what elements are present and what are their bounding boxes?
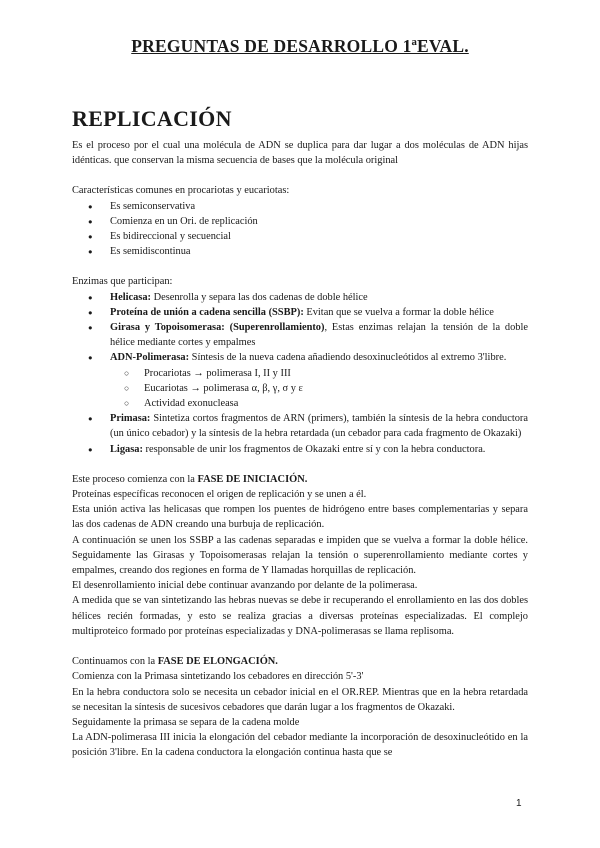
initiation-paragraph: A continuación se unen los SSBP a las cadenas separadas e impiden que se vuelva a formar la doble hélice. Seguidamente las Girasas y Topoisomerasas relajan la tensión o superenrollamiento mediante cortes y empalmes, creando dos regiones en forma de Y llamadas horquillas de replicación. (72, 534, 528, 577)
sublist-item: ○ Eucariotas → polimerasa α, β, γ, σ y ε (144, 381, 528, 396)
sublist-item: ○ Actividad exonucleasa (144, 396, 528, 411)
characteristics-heading: Características comunes en procariotas y eucariotas: (72, 185, 290, 197)
enzyme-girasa (110, 320, 528, 350)
definition-paragraph: Es el proceso por el cual una molécula de ADN se duplica para dar lugar a dos moléculas de ADN hijas idénticas. que conservan la misma secuencia de bases que la molécula original (72, 140, 528, 167)
enzyme-name: ADN-Polimerasa: (110, 352, 190, 364)
elongation-paragraph: Seguidamente la primasa se separa de la cadena molde (72, 716, 300, 728)
enzyme-name: Ligasa: (110, 443, 143, 455)
initiation-intro: Este proceso comienza con la (72, 473, 198, 485)
elongation-heading (72, 654, 528, 669)
enzyme-ssbp (110, 305, 528, 320)
enzyme-description: responsable de unir los fragmentos de Okazaki entre sí y con la hebra conductora. (142, 443, 486, 455)
section-title: REPLICACIÓN (72, 106, 232, 131)
enzyme-name: Proteína de unión a cadena sencilla (SSBP): (110, 306, 304, 318)
initiation-phase: FASE DE INICIACIÓN. (197, 473, 308, 485)
enzyme-description: Evitan que se vuelva a formar la doble hélice (303, 306, 494, 318)
elongation-paragraph: La ADN-polimerasa III inicia la elongación del cebador mediante la incorporación de desoxinucleótido en la posición 3'libre. En la cadena conductora la elongación continua hasta que se (72, 732, 528, 759)
initiation-heading (72, 472, 528, 487)
enzyme-description: Desenrolla y separa las dos cadenas de doble hélice (150, 291, 368, 303)
list-item: ● Es semiconservativa (110, 199, 528, 214)
enzyme-polimerasa (110, 350, 528, 411)
enzyme-ligasa (110, 442, 528, 457)
enzyme-description: Sintetiza cortos fragmentos de ARN (primers), también la síntesis de la hebra conductora (un único cebador) y la síntesis de la hebra retardada (un cebador para cada fragmento de Okazaki) (110, 413, 528, 440)
enzyme-helicasa (110, 290, 528, 305)
elongation-intro: Continuamos con la (72, 656, 158, 668)
enzyme-name: Girasa y Topoisomerasa: (Superenrollamiento) (110, 322, 325, 334)
elongation-phase: FASE DE ELONGACIÓN. (157, 656, 278, 668)
initiation-paragraph: El desenrollamiento inicial debe continuar avanzando por delante de la polimerasa. (72, 580, 418, 592)
polimerasa-sublist (110, 366, 528, 412)
enzyme-description: Síntesis de la nueva cadena añadiendo desoxinucleótidos al extremo 3'libre. (189, 352, 507, 364)
elongation-paragraph: Comienza con la Primasa sintetizando los cebadores en dirección 5'-3' (72, 671, 364, 683)
page-number: 1 (516, 798, 522, 809)
initiation-paragraph: A medida que se van sintetizando las hebras nuevas se debe ir recuperando el enrollamiento en las dos dobles hélices recién formadas, y esto se realiza gracias a diversas proteínas especializadas. El complejo multiproteico formado por proteínas especializadas y DNA-polimerasas se llama replisoma. (72, 595, 528, 637)
enzyme-description: , Estas enzimas relajan la tensión de la doble hélice mediante cortes y empalmes (110, 322, 528, 349)
initiation-paragraph: Esta unión activa las helicasas que rompen los puentes de hidrógeno entre bases complementarias y separa las dos cadenas de ADN creando una burbuja de replicación. (72, 504, 528, 531)
sublist-item: ○ Procariotas → polimerasa I, II y III (144, 366, 528, 381)
enzymes-heading: Enzimas que participan: (72, 276, 173, 288)
list-item: ● Es bidireccional y secuencial (110, 229, 528, 244)
list-item: ● Comienza en un Ori. de replicación (110, 214, 528, 229)
enzyme-primasa (110, 411, 528, 441)
enzyme-name: Helicasa: (110, 291, 151, 303)
elongation-paragraph: En la hebra conductora solo se necesita un cebador inicial en el OR.REP. Mientras que en la hebra retardada se necesitan la síntesis de sucesivos cebadores que darán lugar a los fragmentos de Okazaki. (72, 686, 528, 713)
initiation-paragraph: Proteínas específicas reconocen el origen de replicación y se unen a él. (72, 489, 367, 501)
document-title: PREGUNTAS DE DESARROLLO 1ªEVAL. (131, 36, 469, 56)
characteristics-list (72, 199, 528, 260)
document-body (72, 138, 528, 761)
enzymes-list (72, 290, 528, 457)
enzyme-name: Primasa: (110, 413, 151, 425)
list-item: ● Es semidiscontinua (110, 244, 528, 259)
